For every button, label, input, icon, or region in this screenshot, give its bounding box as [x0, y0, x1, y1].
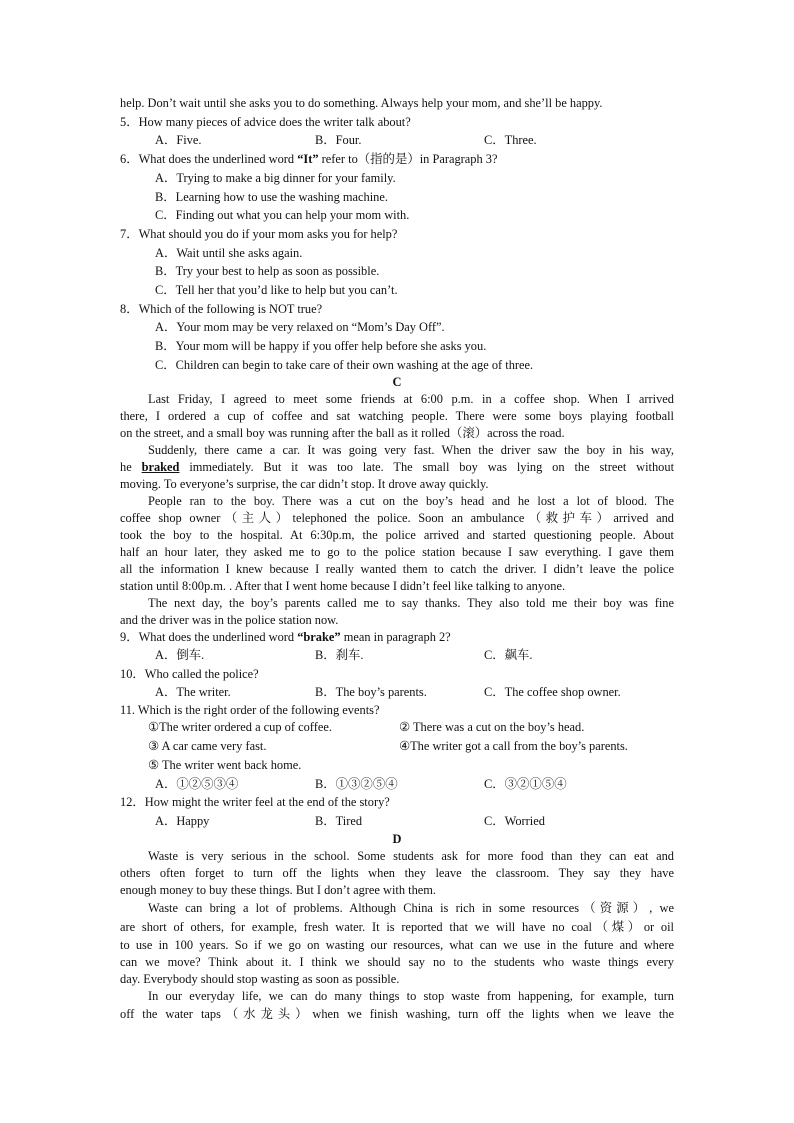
- text-after-word: immediately. But it was too late. The small boy was lying on the street without: [179, 460, 674, 474]
- paragraph-text: enough money to buy these things. But I don’t agree with them.: [120, 883, 437, 897]
- text-before-word: he: [120, 460, 142, 474]
- question-stem: [120, 629, 451, 646]
- paragraph-text: half an hour later, they asked me to go to the police station because I saw everything. I gave them: [120, 545, 674, 559]
- paragraph-text: People ran to the boy. There was a cut on the boy’s head and he lost a lot of blood. The: [148, 494, 674, 508]
- paragraph-text: on the street, and a small boy was running after the ball as it rolled（滚）across the road.: [120, 426, 565, 440]
- option-a: A．Your mom may be very relaxed on “Mom’s Day Off”.: [155, 320, 445, 334]
- option-c: C．Children can begin to take care of their own washing at the age of three.: [155, 358, 534, 372]
- paragraph-text: and the driver was in the police station now.: [120, 613, 339, 627]
- option-c: C．飙车.: [484, 648, 533, 662]
- paragraph-text: station until 8:00p.m. . After that I went home because I didn’t feel like talking to anyone.: [120, 579, 566, 593]
- paragraph-text: took the boy to the hospital. At 6:30p.m, the police arrived and started questioning people. About: [120, 528, 674, 542]
- option-c: C．Worried: [484, 814, 545, 828]
- section-heading: C: [392, 375, 402, 389]
- question-stem: [120, 151, 497, 168]
- paragraph-text: there, I ordered a cup of coffee and sat watching people. There were some boys playing football: [120, 409, 674, 423]
- paragraph-text: off the water taps（水龙头）when we finish washing, turn off the lights when we leave the: [120, 1007, 674, 1021]
- option-c: C．③②①⑤④: [484, 777, 567, 791]
- event-1: ①The writer ordered a cup of coffee.: [148, 720, 332, 734]
- option-a: A．倒车.: [155, 648, 205, 662]
- option-b: B．Four.: [315, 133, 362, 147]
- option-b: B．Tired: [315, 814, 363, 828]
- event-3: ③ A car came very fast.: [148, 739, 267, 753]
- option-c: C．Tell her that you’d like to help but you can’t.: [155, 283, 398, 297]
- event-2: ② There was a cut on the boy’s head.: [399, 720, 585, 734]
- paragraph-text: coffee shop owner（主人）telephoned the police. Soon an ambulance（救护车）arrived and: [120, 511, 674, 525]
- option-a: A．The writer.: [155, 685, 231, 699]
- paragraph-text: Waste is very serious in the school. Some students ask for more food than they can eat and: [148, 849, 674, 863]
- question-stem: 7．What should you do if your mom asks you for help?: [120, 227, 398, 241]
- paragraph-text: Waste can bring a lot of problems. Although China is rich in some resources（资源）, we: [148, 901, 674, 915]
- question-stem: 10．Who called the police?: [120, 667, 259, 681]
- option-b: B．刹车.: [315, 648, 364, 662]
- question-stem: 11. Which is the right order of the following events?: [120, 703, 380, 717]
- question-stem-end: refer to（指的是）in Paragraph 3?: [318, 152, 498, 166]
- option-b: B．The boy’s parents.: [315, 685, 427, 699]
- paragraph-text: In our everyday life, we can do many things to stop waste from happening, for example, turn: [148, 989, 674, 1003]
- underlined-word: “brake”: [297, 630, 341, 644]
- passage-b-tail: help. Don’t wait until she asks you to do something. Always help your mom, and she’ll be happy.: [120, 96, 603, 110]
- option-b: B．①③②⑤④: [315, 777, 398, 791]
- underlined-word-braked: braked: [141, 460, 180, 474]
- option-b: B．Try your best to help as soon as possible.: [155, 264, 380, 278]
- question-stem-start: 6．What does the underlined word: [120, 152, 298, 166]
- question-stem-start: 9．What does the underlined word: [120, 630, 298, 644]
- section-heading: D: [392, 832, 402, 846]
- option-a: A．Wait until she asks again.: [155, 246, 303, 260]
- paragraph-text: others often forget to turn off the lights when they leave the classroom. They say they have: [120, 866, 674, 880]
- paragraph-text: day. Everybody should stop wasting as soon as possible.: [120, 972, 400, 986]
- paragraph-text: to use in 100 years. So if we go on wasting our resources, what can we use in the future and where: [120, 938, 674, 952]
- paragraph-text: are short of others, for example, fresh water. It is reported that we will have no coal（煤）or oil: [120, 920, 674, 934]
- paragraph-text: Suddenly, there came a car. It was going very fast. When the driver saw the boy in his way,: [148, 443, 674, 457]
- option-c: C．Finding out what you can help your mom with.: [155, 208, 410, 222]
- option-b: B．Your mom will be happy if you offer help before she asks you.: [155, 339, 487, 353]
- paragraph-text: all the information I knew because I really wanted them to catch the driver. I didn’t leave the police: [120, 562, 674, 576]
- option-b: B．Learning how to use the washing machine.: [155, 190, 388, 204]
- underlined-word: “It”: [297, 152, 319, 166]
- paragraph-text: Last Friday, I agreed to meet some friends at 6:00 p.m. in a coffee shop. When I arrived: [148, 392, 674, 406]
- paragraph-text: The next day, the boy’s parents called me to say thanks. They also told me their boy was fine: [148, 596, 674, 610]
- paragraph-text: [120, 459, 674, 476]
- question-stem: 12．How might the writer feel at the end of the story?: [120, 795, 390, 809]
- question-stem: 8．Which of the following is NOT true?: [120, 302, 323, 316]
- option-a: A．Happy: [155, 814, 210, 828]
- option-a: A．Five.: [155, 133, 202, 147]
- question-stem-end: mean in paragraph 2?: [340, 630, 451, 644]
- event-5: ⑤ The writer went back home.: [148, 758, 302, 772]
- option-a: A．Trying to make a big dinner for your family.: [155, 171, 396, 185]
- paragraph-text: moving. To everyone’s surprise, the car didn’t stop. It drove away quickly.: [120, 477, 489, 491]
- event-4: ④The writer got a call from the boy’s parents.: [399, 739, 628, 753]
- question-stem: 5．How many pieces of advice does the writer talk about?: [120, 115, 411, 129]
- option-a: A．①②⑤③④: [155, 777, 239, 791]
- paragraph-text: can we move? Think about it. I think we should say no to the students who waste things every: [120, 955, 674, 969]
- option-c: C．Three.: [484, 133, 537, 147]
- option-c: C．The coffee shop owner.: [484, 685, 621, 699]
